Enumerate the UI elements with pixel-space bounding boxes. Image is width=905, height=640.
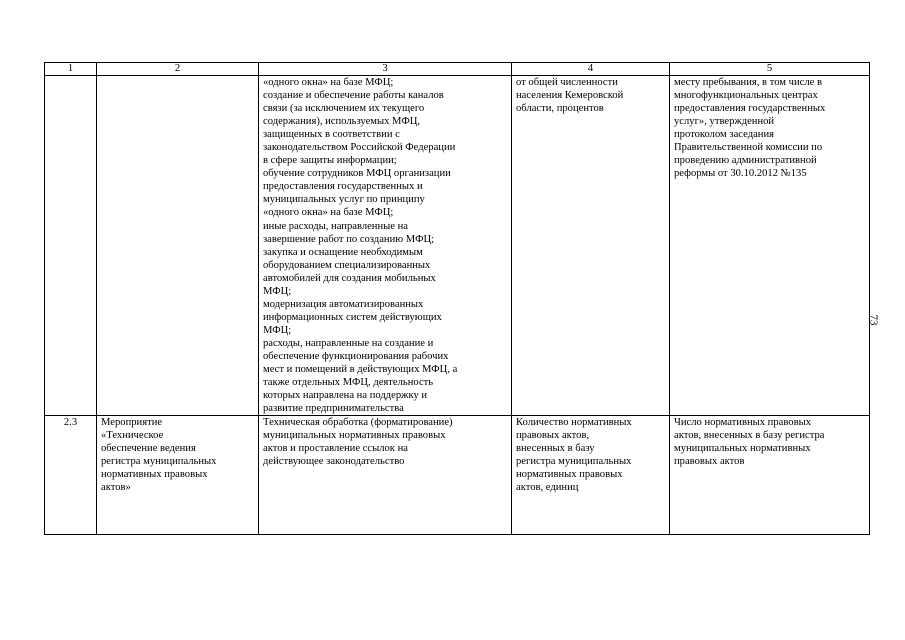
cell-text-line: иные расходы, направленные на [263, 220, 408, 232]
cell-text-line: правовых актов [674, 456, 745, 468]
cell-text-line: создание и обеспечение работы каналов [263, 90, 444, 102]
row-number-cell [45, 76, 97, 416]
cell-text-line: законодательством Российской Федерации [263, 142, 456, 154]
cell-text-line: обучение сотрудников МФЦ организации [263, 168, 451, 180]
row-number-cell: 2.3 [45, 416, 97, 535]
cell-text-line: информационных систем действующих [263, 311, 442, 323]
method-cell [670, 416, 870, 535]
cell-text-line: услуг», утвержденной [674, 116, 775, 128]
cell-text-line: развитие предпринимательства [263, 403, 404, 415]
cell-text-line: «одного окна» на базе МФЦ; [263, 207, 394, 219]
cell-text-line: мест и помещений в действующих МФЦ, а [263, 364, 458, 376]
cell-text-line: МФЦ; [263, 324, 292, 336]
cell-text-line: «одного окна» на базе МФЦ; [263, 77, 394, 88]
cell-text-line: внесенных в базу [516, 443, 595, 455]
cell-text-line: актов, единиц [516, 482, 579, 494]
column-number-5: 5 [670, 63, 870, 76]
actions-cell [259, 416, 512, 535]
event-cell [97, 76, 259, 416]
cell-text-line: нормативных правовых [516, 469, 623, 481]
cell-text-line: также отдельных МФЦ, деятельность [263, 377, 434, 389]
cell-text-line: актов, внесенных в базу регистра [674, 430, 825, 442]
indicator-cell [512, 416, 670, 535]
cell-text-line: правовых актов, [516, 430, 590, 442]
cell-text-line: которых направлена на поддержку и [263, 390, 428, 402]
cell-text-line: связи (за исключением их текущего [263, 103, 425, 115]
cell-text-line: предоставления государственных и [263, 181, 423, 193]
cell-text-line: актов» [101, 482, 131, 494]
cell-text-line: Количество нормативных [516, 417, 632, 429]
table-header-row [45, 63, 870, 76]
cell-text-line: регистра муниципальных [516, 456, 632, 468]
cell-text-line: завершение работ по созданию МФЦ; [263, 233, 435, 245]
cell-text-line: модернизация автоматизированных [263, 298, 424, 310]
cell-text-line: муниципальных нормативных [674, 443, 811, 455]
cell-text-line: обеспечение ведения [101, 443, 196, 455]
page-number: 73 [867, 314, 880, 326]
cell-text-line: реформы от 30.10.2012 №135 [674, 168, 807, 180]
cell-text-line: муниципальных услуг по принципу [263, 194, 425, 206]
column-number-3: 3 [259, 63, 512, 76]
cell-text-line: Техническая обработка (форматирование) [263, 417, 453, 429]
cell-text-line: области, процентов [516, 103, 604, 115]
cell-text-line: «Техническое [101, 430, 164, 442]
indicator-cell [512, 76, 670, 416]
cell-text-line: МФЦ; [263, 285, 292, 297]
cell-text-line: актов и проставление ссылок на [263, 443, 408, 455]
cell-text-line: предоставления государственных [674, 103, 826, 115]
column-number-2: 2 [97, 63, 259, 76]
event-cell [97, 416, 259, 535]
cell-text-line: Мероприятие [101, 417, 163, 429]
cell-text-line: оборудованием специализированных [263, 259, 431, 271]
table-row [45, 76, 870, 416]
cell-text-line: в сфере защиты информации; [263, 155, 397, 167]
cell-text-line: Правительственной комиссии по [674, 142, 823, 154]
cell-text-line: содержания), используемых МФЦ, [263, 116, 420, 128]
document-table [44, 62, 870, 535]
cell-text-line: обеспечение функционирования рабочих [263, 350, 449, 362]
cell-text-line: протоколом заседания [674, 129, 774, 141]
cell-text-line: закупка и оснащение необходимым [263, 246, 423, 258]
cell-text-line: нормативных правовых [101, 469, 208, 481]
cell-text-line: населения Кемеровской [516, 90, 624, 102]
column-number-4: 4 [512, 63, 670, 76]
cell-text-line: проведению административной [674, 155, 817, 167]
method-cell [670, 76, 870, 416]
cell-text-line: от общей численности [516, 77, 618, 88]
table-row [45, 416, 870, 535]
cell-text-line: Число нормативных правовых [674, 417, 811, 429]
cell-text-line: многофункциональных центрах [674, 90, 818, 102]
cell-text-line: расходы, направленные на создание и [263, 337, 434, 349]
column-number-1: 1 [45, 63, 97, 76]
actions-cell [259, 76, 512, 416]
cell-text-line: регистра муниципальных [101, 456, 217, 468]
cell-text-line: месту пребывания, в том числе в [674, 77, 822, 88]
cell-text-line: автомобилей для создания мобильных [263, 272, 436, 284]
cell-text-line: защищенных в соответствии с [263, 129, 400, 141]
cell-text-line: муниципальных нормативных правовых [263, 430, 446, 442]
cell-text-line: действующее законодательство [263, 456, 405, 468]
